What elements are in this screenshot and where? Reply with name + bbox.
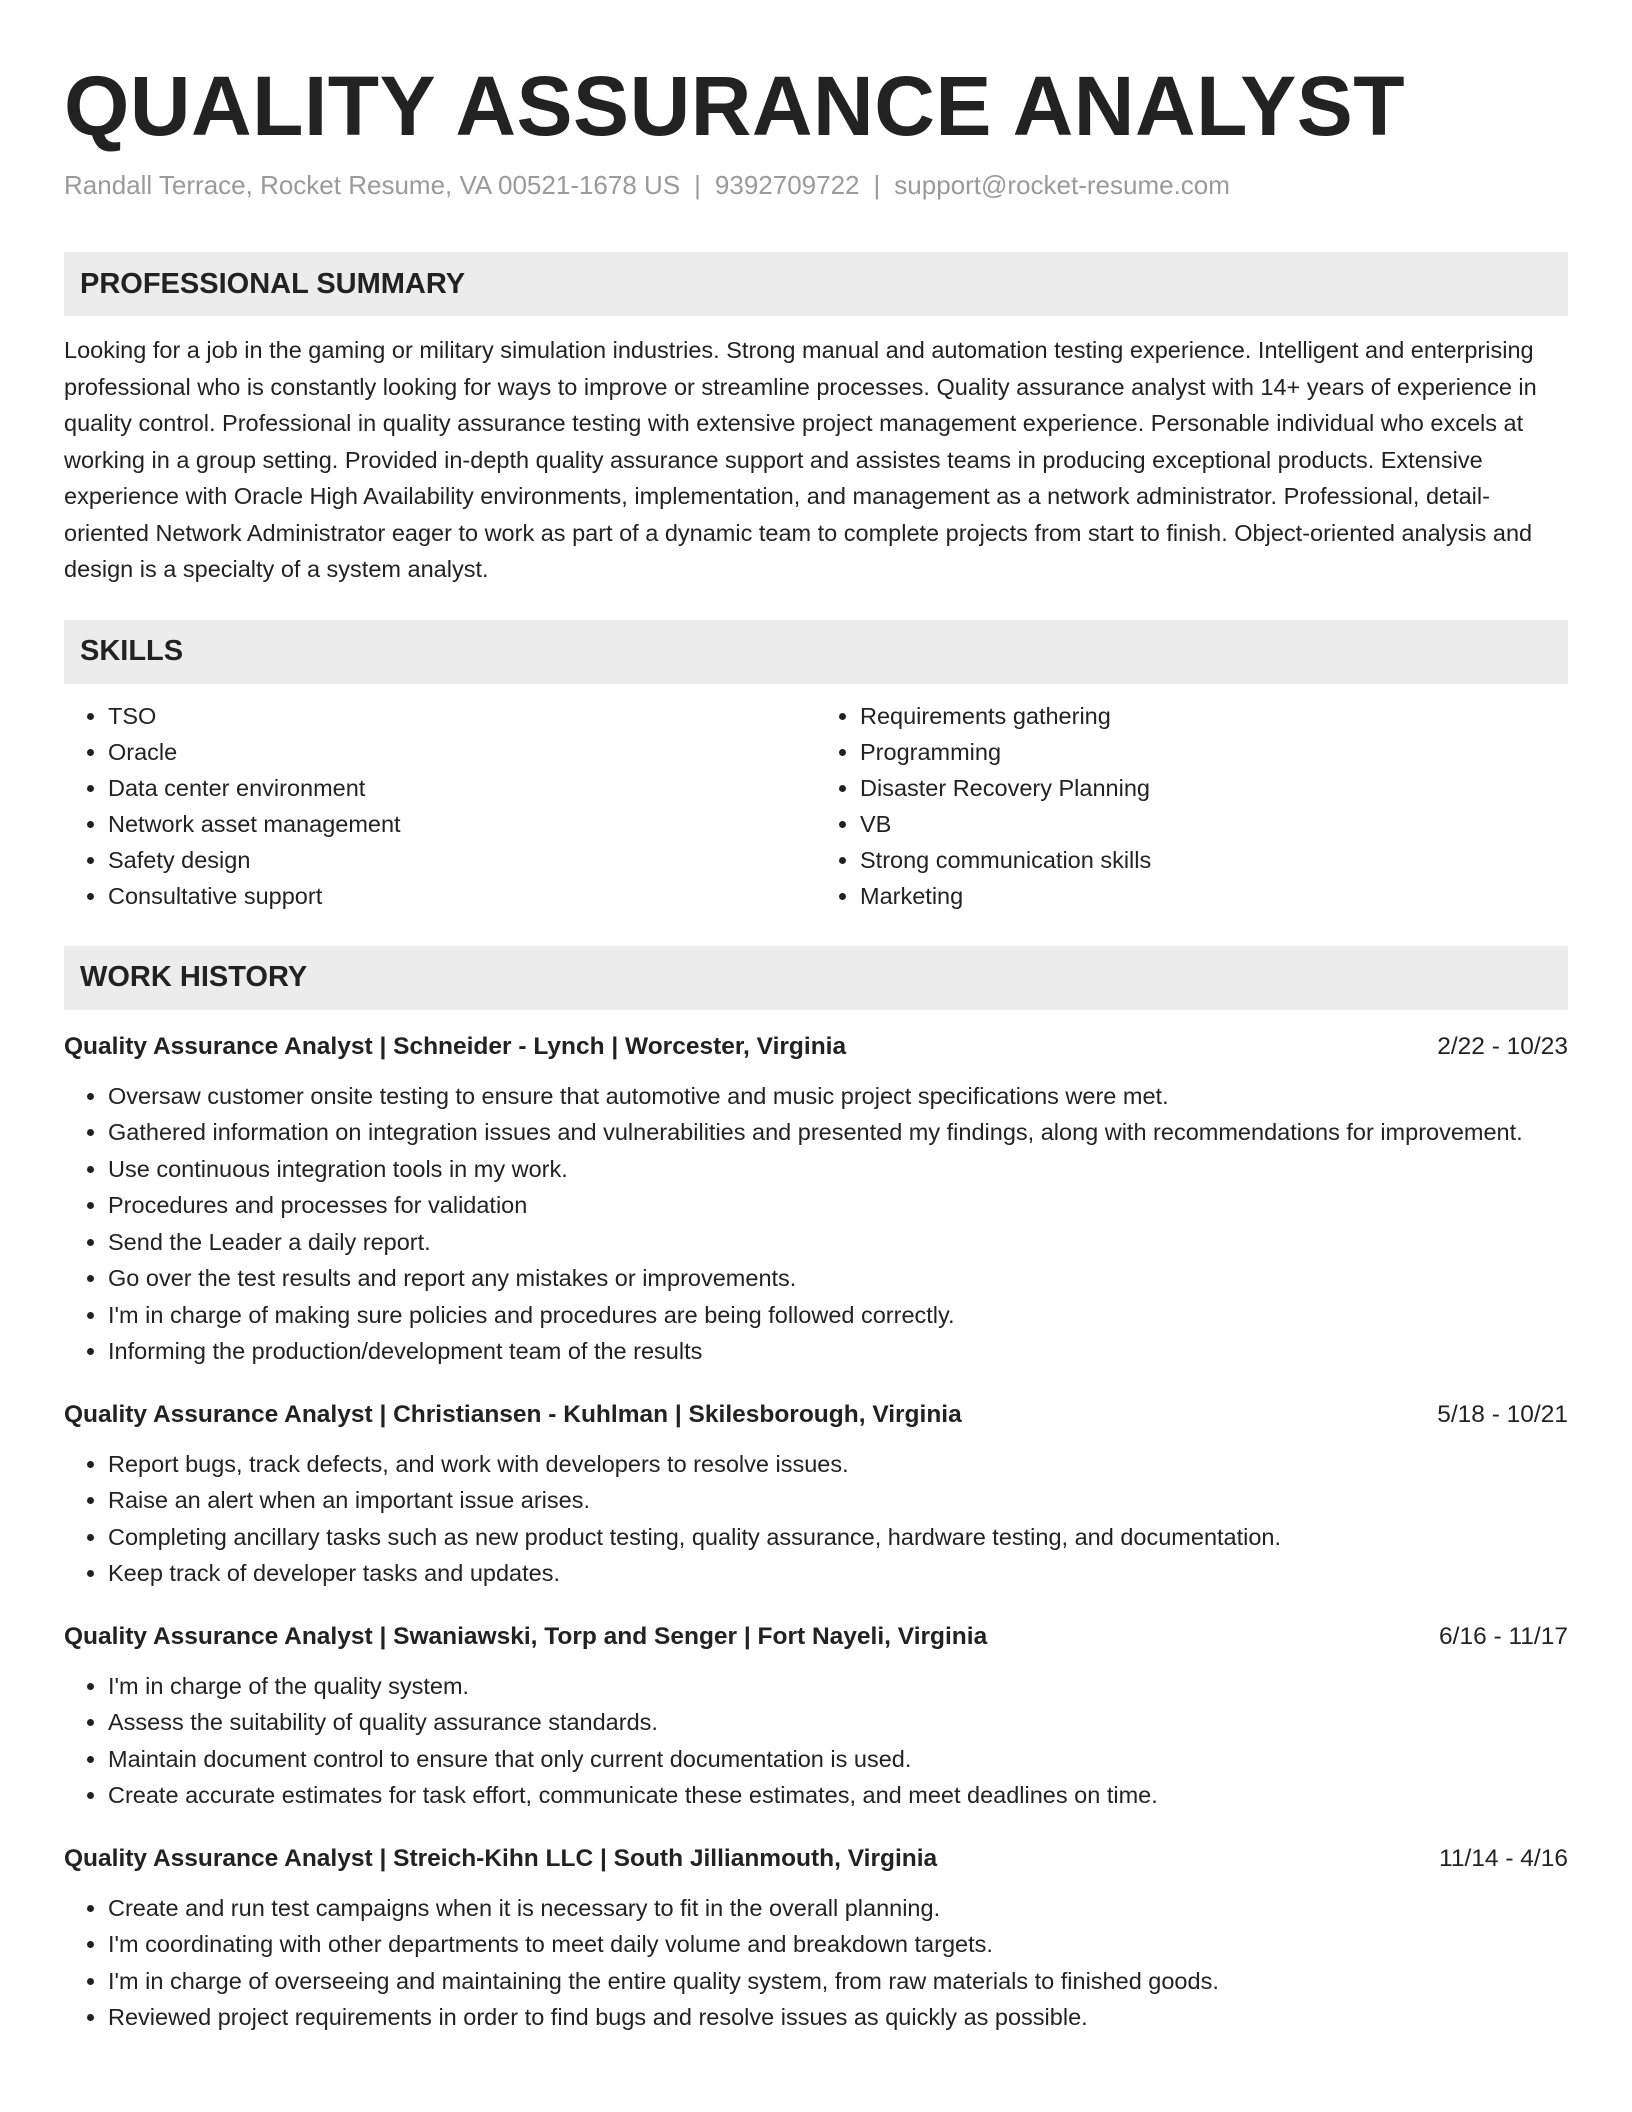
job-bullets: [64, 1890, 1568, 2036]
job-entry: [64, 1030, 1568, 1370]
skill-item: • Requirements gathering: [860, 698, 1568, 734]
job-bullet: • Send the Leader a daily report.: [108, 1224, 1568, 1261]
job-bullet: • Maintain document control to ensure that only current documentation is used.: [108, 1741, 1568, 1778]
job-bullet: • Completing ancillary tasks such as new product testing, quality assurance, hardware testing, and documentation.: [108, 1519, 1568, 1556]
job-bullet: • Procedures and processes for validation: [108, 1187, 1568, 1224]
job-dates: 11/14 - 4/16: [1439, 1844, 1568, 1872]
skill-item: • Safety design: [108, 842, 816, 878]
job-bullets: [64, 1078, 1568, 1370]
job-entry: [64, 1398, 1568, 1592]
job-bullets: [64, 1446, 1568, 1592]
job-bullet: • Informing the production/development team of the results: [108, 1333, 1568, 1370]
job-title: Quality Assurance Analyst | Schneider - Lynch | Worcester, Virginia: [64, 1032, 847, 1060]
summary-text: Looking for a job in the gaming or military simulation industries. Strong manual and automation testing experience. Intelligent and enterprising professional who is constantly looking for ways to improve or streamline processes. Quality assurance analyst with 14+ years of experience in quality control. Professional in quality assurance testing with extensive project management experience. Personable individual who excels at working in a group setting. Provided in-depth quality assurance support and assistes teams in producing exceptional products. Extensive experience with Oracle High Availability environments, implementation, and management as a network administrator. Professional, detail-oriented Network Administrator eager to work as part of a dynamic team to complete projects from start to finish. Object-oriented analysis and design is a specialty of a system analyst.: [64, 337, 1537, 582]
contact-separator: |: [873, 170, 881, 200]
skill-item: • Consultative support: [108, 878, 816, 914]
skill-item: • TSO: [108, 698, 816, 734]
job-bullet: • Create accurate estimates for task effort, communicate these estimates, and meet deadlines on time.: [108, 1777, 1568, 1814]
resume-title: QUALITY ASSURANCE ANALYST: [64, 59, 1406, 153]
job-entry: [64, 1620, 1568, 1814]
contact-email: support@rocket-resume.com: [894, 170, 1230, 200]
skill-item: • Marketing: [860, 878, 1568, 914]
skill-item: • VB: [860, 806, 1568, 842]
job-header: [64, 1842, 1568, 1876]
contact-separator: |: [694, 170, 701, 200]
job-header: [64, 1030, 1568, 1064]
job-bullet: • Raise an alert when an important issue arises.: [108, 1482, 1568, 1519]
skills-list: [64, 698, 1568, 914]
job-bullet: • Create and run test campaigns when it is necessary to fit in the overall planning.: [108, 1890, 1568, 1927]
contact-address: Randall Terrace, Rocket Resume, VA 00521-1678 US: [64, 170, 681, 200]
summary-section-header: PROFESSIONAL SUMMARY: [64, 252, 1568, 316]
contact-line: [64, 168, 1568, 202]
skill-item: • Network asset management: [108, 806, 816, 842]
skills-section-header: SKILLS: [64, 620, 1568, 684]
job-bullet: • Assess the suitability of quality assurance standards.: [108, 1704, 1568, 1741]
job-header: [64, 1620, 1568, 1654]
job-bullet: • Keep track of developer tasks and updates.: [108, 1555, 1568, 1592]
job-dates: 6/16 - 11/17: [1439, 1622, 1568, 1650]
skill-item: • Data center environment: [108, 770, 816, 806]
skill-item: • Strong communication skills: [860, 842, 1568, 878]
skill-item: • Oracle: [108, 734, 816, 770]
skill-item: • Programming: [860, 734, 1568, 770]
job-bullet: • Reviewed project requirements in order to find bugs and resolve issues as quickly as possible.: [108, 1999, 1568, 2036]
job-bullet: • Go over the test results and report any mistakes or improvements.: [108, 1260, 1568, 1297]
skills-column-right: [816, 698, 1568, 914]
job-bullet: • I'm coordinating with other departments to meet daily volume and breakdown targets.: [108, 1926, 1568, 1963]
contact-phone: 9392709722: [714, 170, 860, 200]
job-title: Quality Assurance Analyst | Christiansen - Kuhlman | Skilesborough, Virginia: [64, 1400, 962, 1428]
job-bullet: • I'm in charge of the quality system.: [108, 1668, 1568, 1705]
job-bullet: • Gathered information on integration issues and vulnerabilities and presented my findings, along with recommendations for improvement.: [108, 1114, 1568, 1151]
resume-page: [64, 56, 1568, 2036]
job-bullet: • I'm in charge of making sure policies and procedures are being followed correctly.: [108, 1297, 1568, 1334]
job-bullet: • Use continuous integration tools in my work.: [108, 1151, 1568, 1188]
skill-item: • Disaster Recovery Planning: [860, 770, 1568, 806]
job-bullets: [64, 1668, 1568, 1814]
job-title: Quality Assurance Analyst | Streich-Kihn LLC | South Jillianmouth, Virginia: [64, 1844, 938, 1872]
job-bullet: • Report bugs, track defects, and work with developers to resolve issues.: [108, 1446, 1568, 1483]
job-title: Quality Assurance Analyst | Swaniawski, Torp and Senger | Fort Nayeli, Virginia: [64, 1622, 988, 1650]
job-dates: 5/18 - 10/21: [1437, 1400, 1568, 1428]
work-section-header: WORK HISTORY: [64, 946, 1568, 1010]
skills-column-left: [64, 698, 816, 914]
job-dates: 2/22 - 10/23: [1437, 1032, 1568, 1060]
job-entry: [64, 1842, 1568, 2036]
job-bullet: • I'm in charge of overseeing and maintaining the entire quality system, from raw materials to finished goods.: [108, 1963, 1568, 2000]
job-bullet: • Oversaw customer onsite testing to ensure that automotive and music project specifications were met.: [108, 1078, 1568, 1115]
job-header: [64, 1398, 1568, 1432]
